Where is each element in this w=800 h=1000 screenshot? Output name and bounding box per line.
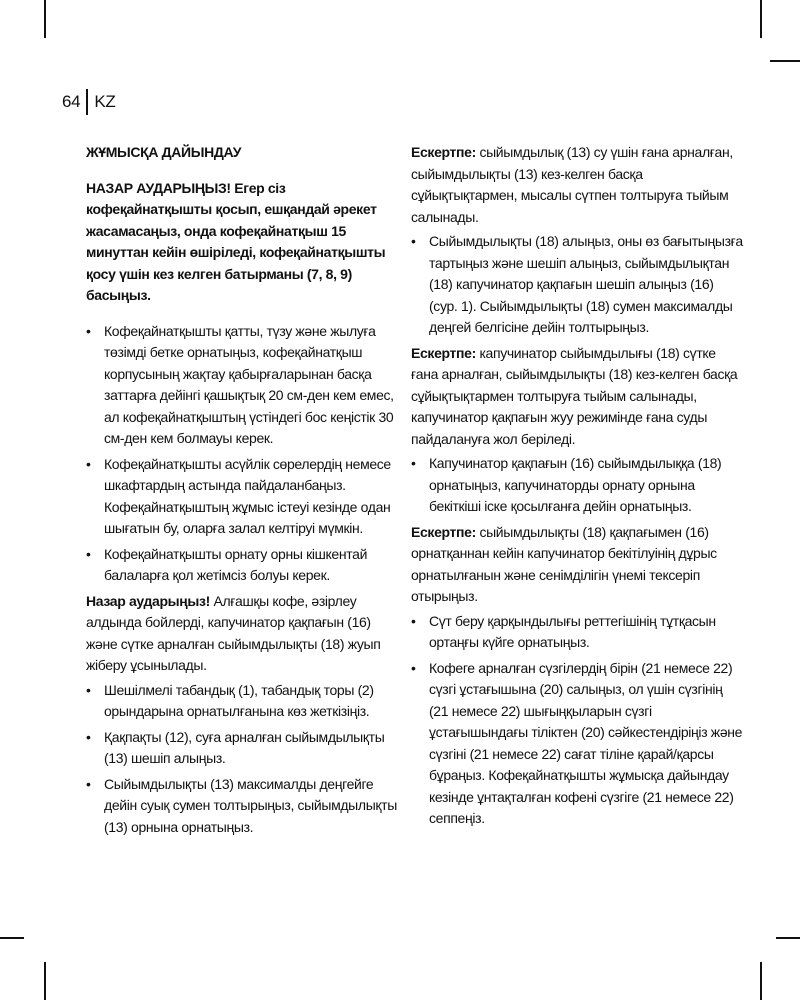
bullet-marker: • (86, 775, 91, 792)
list-item-text: Сыйымдылықты (18) алыңыз, оны өз бағытыңызға тартыңыз және шешіп алыңыз, сыйымдылықтан (18) капучинатор қақпағын шешіп алыңыз (16) (сур. 1). Сыйымдылықты (18) сумен максималды деңгей белгісіне дейін толтырыңыз. (429, 233, 743, 335)
attention-paragraph (86, 591, 398, 677)
note-paragraph (411, 522, 745, 608)
attention-label: Назар аударыңыз! (86, 592, 210, 609)
list-item (411, 658, 745, 830)
bullet-marker: • (86, 322, 91, 339)
crop-mark-top-left (44, 0, 46, 38)
bullet-marker: • (86, 455, 91, 472)
list-item-text: Кофеқайнатқышты қатты, түзу және жылуға төзімді бетке орнатыңыз, кофеқайнатқыш корпусының жақтау қабырғаларынан басқа заттарға дейінгі қашықтық 20 см-ден кем емес, ал кофеқайнатқыштың үстіндегі бос кеңістік 30 см-ден кем болмауы керек. (104, 322, 394, 446)
bullet-marker: • (86, 681, 91, 698)
note-paragraph (411, 142, 745, 228)
right-column (411, 142, 745, 834)
list-item (86, 544, 398, 587)
list-item-text: Кофеқайнатқышты асүйлік сөрелердің немесе шкафтардың астында пайдаланбаңыз. Кофеқайнатқыштың жұмыс істеуі кезінде одан шығатын бу, оларға залал келтіруі мүмкін. (104, 455, 391, 536)
note-text: сыйымдылық (13) су үшін ғана арналған, сыйымдылықты (13) кез-келген басқа сұйықтықтармен, мысалы сүтпен толтыруға тыйым салынады. (411, 144, 733, 225)
language-code: KZ (94, 92, 116, 111)
list-item-text: Кофеге арналған сүзгілердің бірін (21 немесе 22) сүзгі ұстағышына (20) салыңыз, ол үшін сүзгінің (21 немесе 22) шығыңқыларын сүзгі ұстағышындағы тіліктен (20) сәйкестендіріңіз және сүзгіні (21 немесе 22) сағат тіліне қарай/қарсы бұраңыз. Кофеқайнатқышты жұмысқа дайындау кезінде ұнтақталған кофені сүзгіге (21 немесе 22) сеппеңіз. (429, 659, 743, 826)
list-item (411, 453, 745, 518)
bullet-marker: • (86, 545, 91, 562)
preparation-bullet-list (86, 680, 398, 839)
crop-mark-right-upper (770, 60, 800, 62)
list-item (86, 321, 398, 450)
bullet-marker: • (86, 728, 91, 745)
list-item (411, 231, 745, 339)
note-label: Ескертпе: (411, 344, 476, 361)
page-header (62, 88, 115, 116)
header-divider (86, 89, 88, 115)
note-paragraph (411, 343, 745, 451)
milk-container-bullet-list (411, 231, 745, 339)
crop-mark-top-right (760, 0, 762, 38)
note-label: Ескертпе: (411, 144, 476, 160)
list-item-text: Сүт беру қарқындылығы реттегішінің тұтқасын ортаңғы күйге орнатыңыз. (429, 612, 716, 650)
section-heading: ЖҰМЫСҚА ДАЙЫНДАУ (86, 144, 242, 160)
page-number: 64 (62, 92, 81, 111)
note-text: сыйымдылықты (18) қақпағымен (16) орнатқаннан кейін капучинатор бекітілуінің дұрыс орнатылғанын және сенімділігін үнемі тексеріп отырыңыз. (411, 523, 717, 604)
list-item (86, 774, 398, 839)
bullet-marker: • (411, 233, 416, 249)
attention-text: Алғашқы кофе, әзірлеу алдында бойлерді, капучинатор қақпағын (16) және сүтке арналған сыйымдылықты (18) жуып жіберу ұсынылады. (86, 592, 381, 673)
crop-mark-bottom-right (760, 962, 762, 1000)
list-item (86, 727, 398, 770)
list-item (86, 680, 398, 723)
crop-mark-left-lower (0, 937, 24, 939)
warning-paragraph: НАЗАР АУДАРЫҢЫЗ! Егер сіз кофеқайнатқышты қосып, ешқандай әрекет жасамасаңыз, онда кофеқайнатқыш 15 минуттан кейін өшіріледі, кофеқайнатқышты қосу үшін кез келген батырманы (7, 8, 9) басыңыз. (86, 179, 386, 303)
bullet-marker: • (411, 455, 416, 471)
cappuccinator-bullet-list (411, 453, 745, 518)
list-item-text: Қақпақты (12), суға арналған сыйымдылықты (13) шешіп алыңыз. (104, 728, 385, 766)
setup-bullet-list (86, 321, 398, 587)
crop-mark-right-lower (776, 937, 800, 939)
crop-mark-bottom-left (44, 962, 46, 1000)
bullet-marker: • (411, 612, 416, 629)
note-label: Ескертпе: (411, 523, 476, 540)
list-item-text: Сыйымдылықты (13) максималды деңгейге дейін суық сумен толтырыңыз, сыйымдылықты (13) орнына орнатыңыз. (104, 775, 397, 835)
list-item-text: Кофеқайнатқышты орнату орны кішкентай балаларға қол жетімсіз болуы керек. (104, 545, 368, 583)
list-item-text: Шешілмелі табандық (1), табандық торы (2) орындарына орнатылғанына көз жеткізіңіз. (104, 681, 374, 719)
list-item-text: Капучинатор қақпағын (16) сыйымдылыққа (18) орнатыңыз, капучинаторды орнату орнына бекіткіші іске қосылғанға дейін орнатыңыз. (429, 455, 722, 514)
note-text: капучинатор сыйымдылығы (18) сүтке ғана арналған, сыйымдылықты (18) кез-келген басқа сұйықтықтармен толтыруға тыйым салынады, капучинатор қақпағын жуу режимінде ғана суды пайдалануға жол беріледі. (411, 344, 738, 447)
filter-bullet-list (411, 611, 745, 830)
left-column (86, 142, 398, 842)
list-item (86, 454, 398, 540)
list-item (411, 611, 745, 654)
bullet-marker: • (411, 659, 416, 676)
